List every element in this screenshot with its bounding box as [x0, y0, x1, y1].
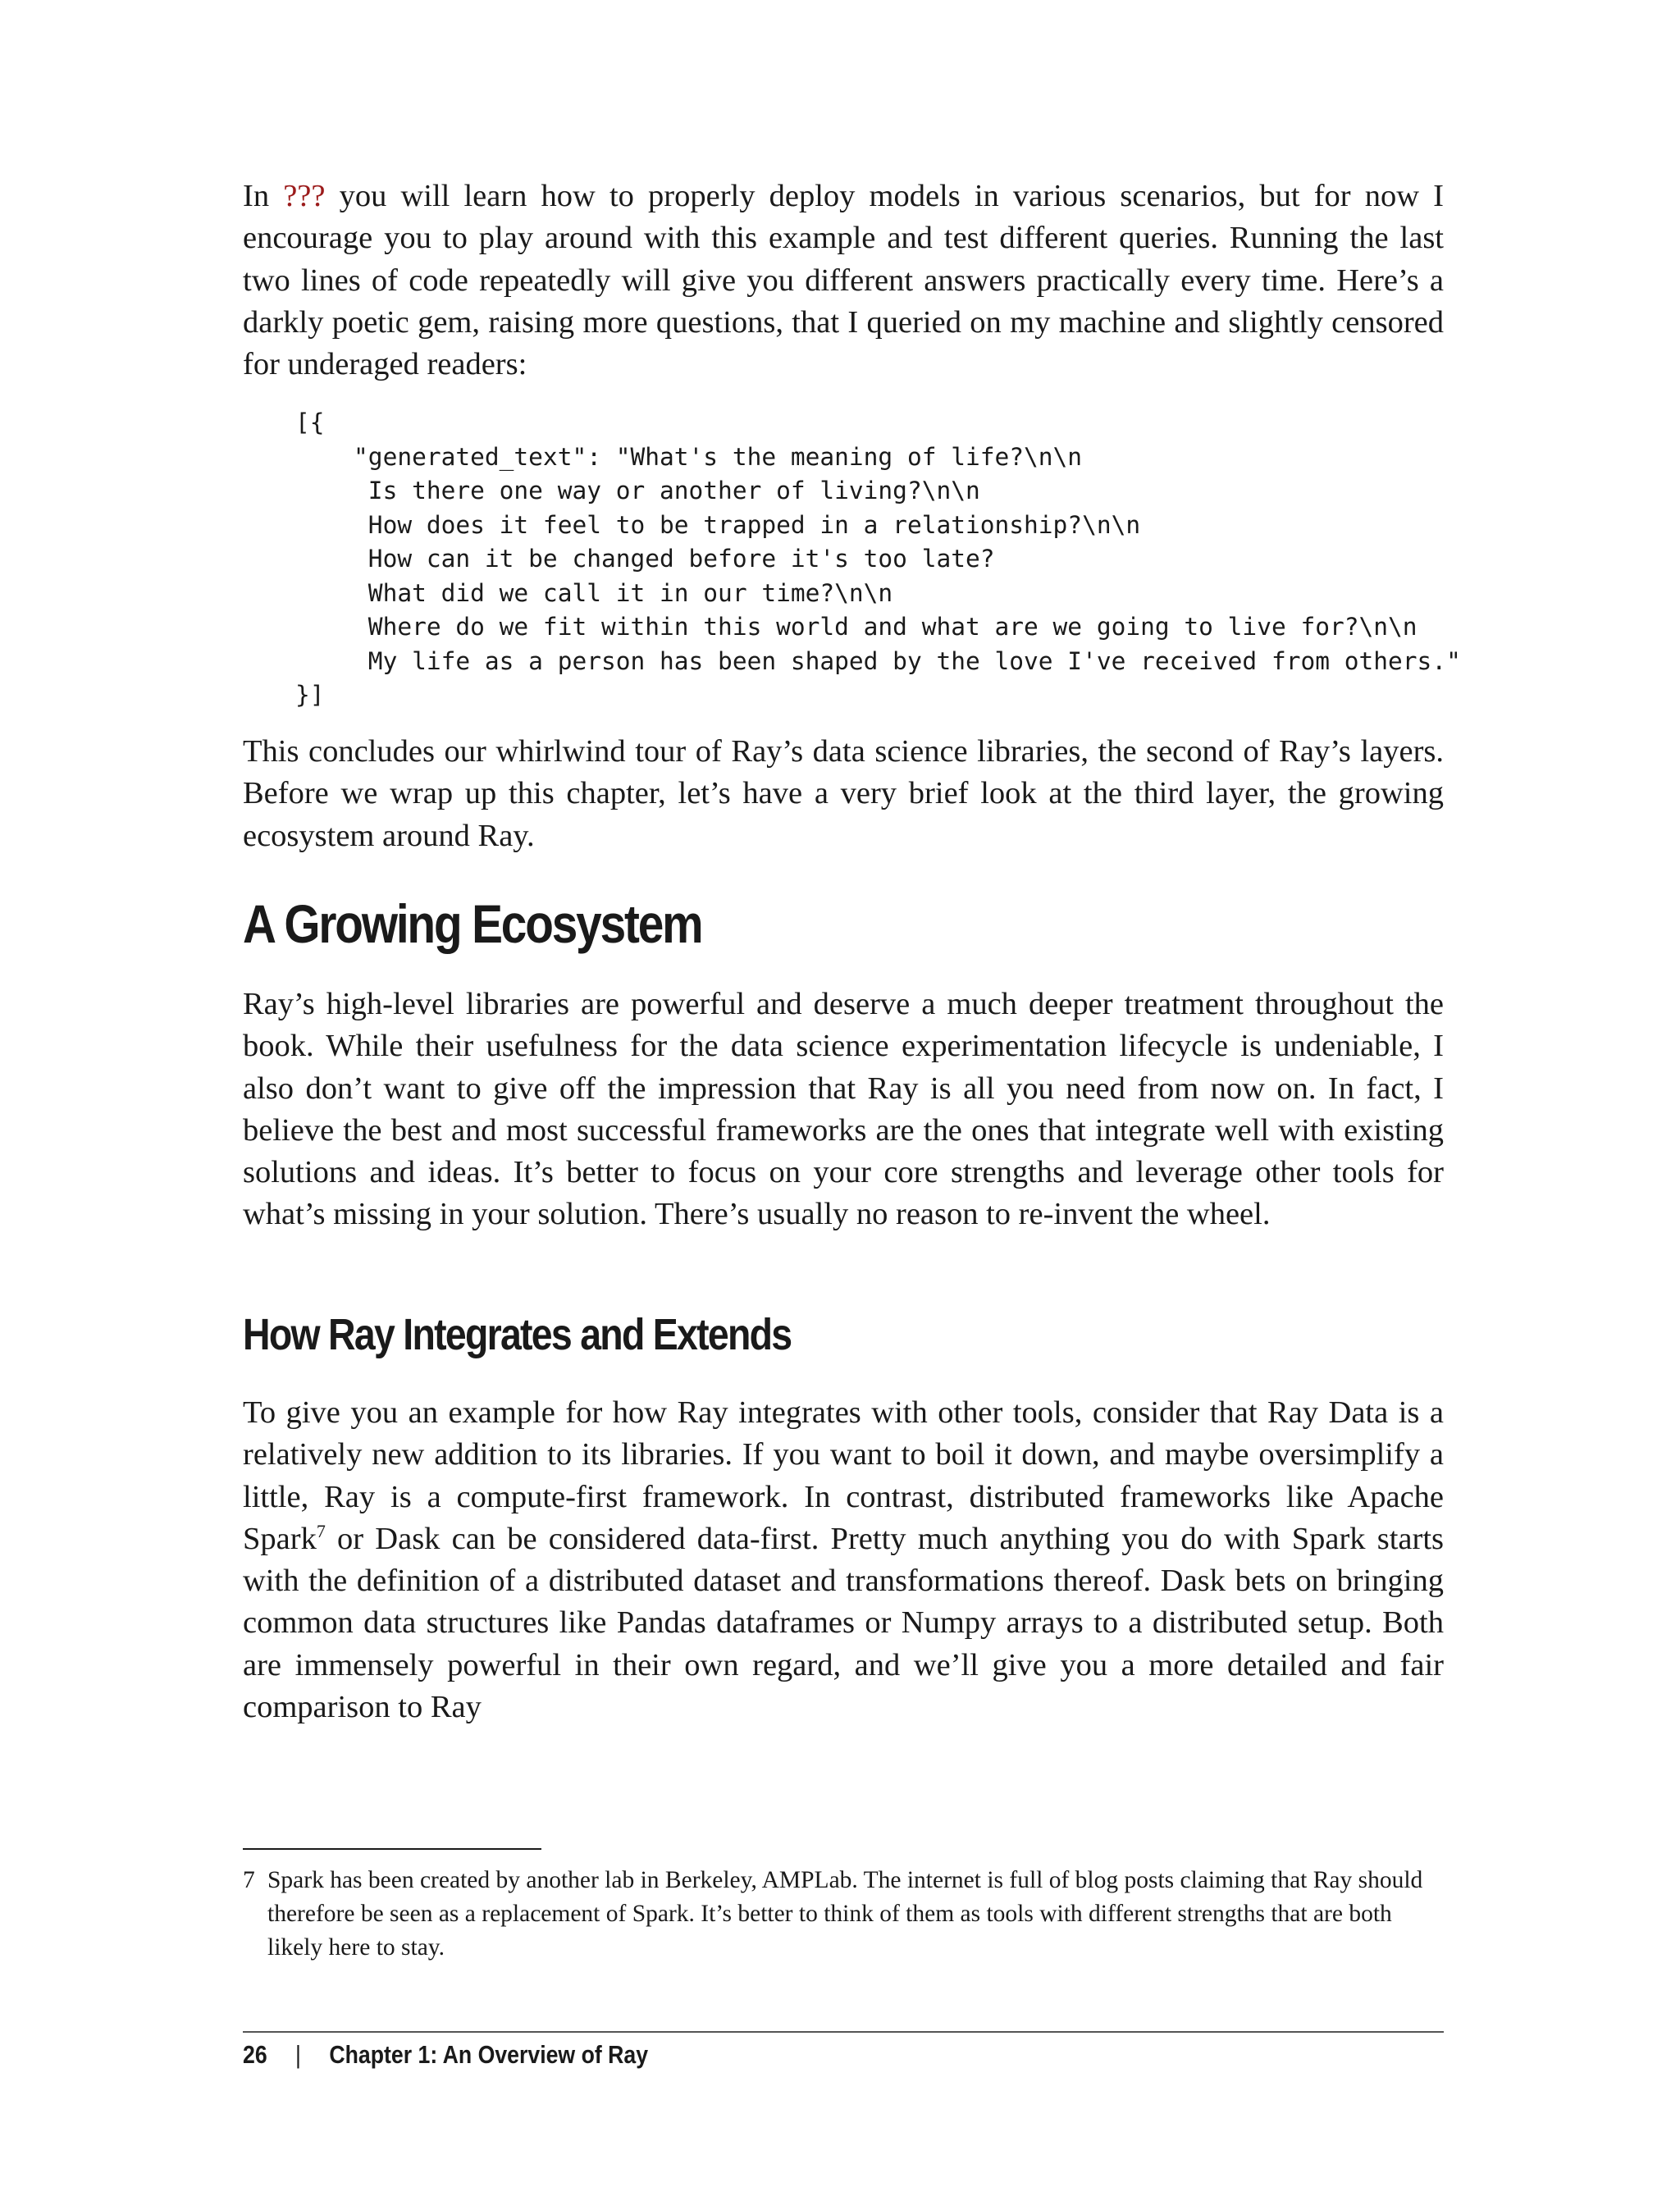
intro-paragraph — [243, 176, 1444, 386]
ecosystem-paragraph: Ray’s high-level libraries are powerful and deserve a much deeper treatment throughout the book. While their usefulness for the data science experimentation lifecycle is undeniable, I also don’t want to give off the impression that Ray is all you need from now on. In fact, I believe the best and most successful frameworks are the ones that integrate well with existing solutions and ideas. It’s better to focus on your core strengths and leverage other tools for what’s missing in your solution. There’s usually no reason to re-invent the wheel. — [243, 987, 1444, 1232]
page-number: 26 — [243, 2040, 267, 2069]
cross-reference-link[interactable]: ??? — [283, 179, 326, 213]
subsection-heading: How Ray Integrates and Extends — [243, 1310, 792, 1359]
footer-separator: | — [295, 2040, 301, 2069]
footer-divider — [243, 2031, 1444, 2033]
integration-text-a: To give you an example for how Ray integrates with other tools, consider that Ray Data is a relatively new addition to its libraries. If you want to boil it down, and maybe oversimplify a little, Ray is a compute-first framework. In contrast, distributed frameworks like Apache Spark — [243, 1395, 1444, 1556]
footnote-reference[interactable]: 7 — [316, 1521, 326, 1542]
footnote-divider — [243, 1848, 541, 1850]
page-footer — [243, 2040, 648, 2070]
section-heading: A Growing Ecosystem — [243, 893, 702, 954]
chapter-title: Chapter 1: An Overview of Ray — [329, 2040, 649, 2069]
intro-text: you will learn how to properly deploy models in various scenarios, but for now I encourage you to play around with this example and test different queries. Running the last two lines of code repeatedly will give you different answers practically every time. Here’s a darkly poetic gem, raising more questions, that I queried on my machine and slightly censored for underaged readers: — [243, 179, 1444, 382]
integration-paragraph — [243, 1392, 1444, 1728]
intro-prefix: In — [243, 179, 284, 213]
integration-text-b: or Dask can be considered data-first. Pretty much anything you do with Spark starts with the definition of a distributed dataset and transformations thereof. Dask bets on bringing common data structures like Pandas dataframes or Numpy arrays to a distributed setup. Both are immensely powerful in their own regard, and we’ll give you a more detailed and fair comparison to Ray — [243, 1521, 1444, 1725]
footnote — [243, 1864, 1424, 1965]
footnote-number: 7 — [243, 1867, 255, 1893]
footnote-text: Spark has been created by another lab in Berkeley, AMPLab. The internet is full of blog posts claiming that Ray should therefore be seen as a replacement of Spark. It’s better to think of them as tools with different strengths that are both likely here to stay. — [267, 1867, 1423, 1961]
code-block: [{ "generated_text": "What's the meaning of life?\n\n Is there one way or another of living?\n\n How does it feel to be trapped in a relationship?\n\n How can it be changed before it's too late? What did we call it in our time?\n\n Where do we fit within this world and what are we going to live for?\n\n My life as a person has been shaped by the love I've received from others." }] — [295, 409, 1461, 709]
summary-paragraph: This concludes our whirlwind tour of Ray’s data science libraries, the second of Ray’s layers. Before we wrap up this chapter, let’s have a very brief look at the third layer, the growing ecosystem around Ray. — [243, 734, 1444, 853]
